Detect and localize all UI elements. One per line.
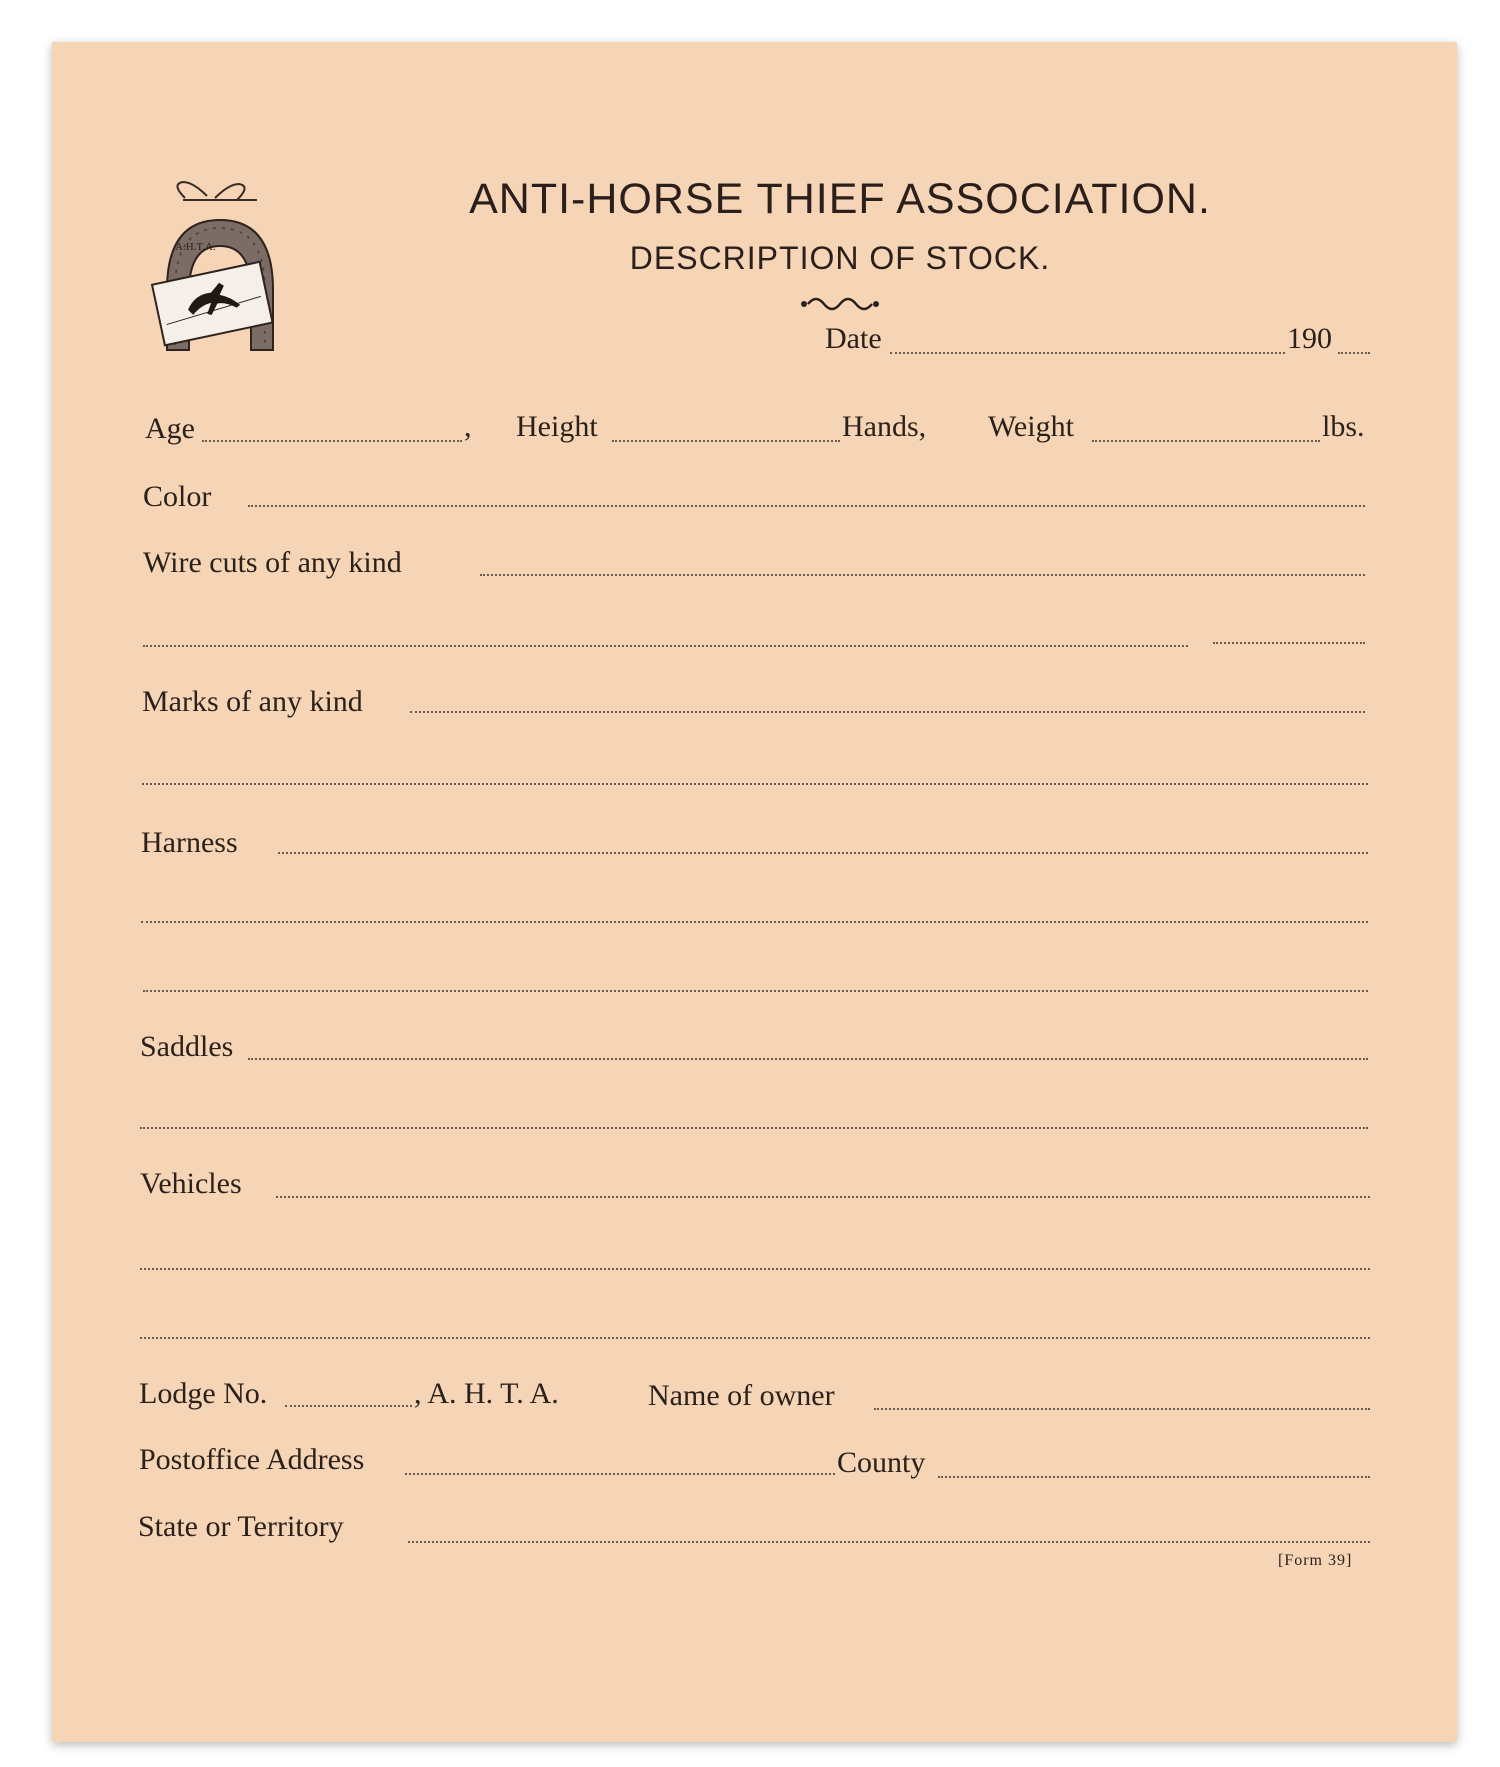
saddles-field-line-2[interactable]: [140, 1127, 1368, 1129]
height-label: Height: [516, 410, 598, 443]
vehicles-field[interactable]: [276, 1196, 1370, 1198]
vehicles-field-line-2[interactable]: [140, 1268, 1370, 1270]
county-label: County: [837, 1446, 926, 1479]
svg-text:A.H.T.A.: A.H.T.A.: [175, 241, 216, 253]
lbs-label: lbs.: [1322, 410, 1365, 443]
lodge-no-field[interactable]: [285, 1405, 412, 1407]
postoffice-address-label: Postoffice Address: [139, 1443, 365, 1476]
form-number: [Form 39]: [1278, 1552, 1353, 1569]
form-subtitle: DESCRIPTION OF STOCK.: [629, 240, 1051, 276]
wire-cuts-label: Wire cuts of any kind: [143, 546, 402, 579]
age-field[interactable]: [202, 440, 462, 442]
wire-cuts-field[interactable]: [480, 574, 1365, 576]
lodge-no-label: Lodge No.: [139, 1377, 268, 1410]
date-label: Date: [825, 322, 882, 355]
color-label: Color: [143, 480, 212, 513]
ahta-label: , A. H. T. A.: [414, 1377, 559, 1410]
name-of-owner-label: Name of owner: [648, 1379, 835, 1412]
harness-label: Harness: [141, 826, 238, 859]
saddles-label: Saddles: [140, 1030, 234, 1063]
postoffice-address-field[interactable]: [405, 1473, 835, 1475]
county-field[interactable]: [938, 1476, 1370, 1478]
date-year-prefix: 190: [1287, 322, 1332, 355]
state-or-territory-label: State or Territory: [138, 1510, 344, 1543]
harness-field[interactable]: [278, 852, 1368, 854]
harness-field-line-2[interactable]: [141, 921, 1368, 923]
date-field[interactable]: [890, 352, 1285, 354]
height-field[interactable]: [612, 440, 840, 442]
vehicles-field-line-3[interactable]: [140, 1337, 1370, 1339]
color-field[interactable]: [248, 505, 1365, 507]
age-label: Age: [145, 412, 195, 445]
vehicles-label: Vehicles: [140, 1167, 242, 1200]
name-of-owner-field[interactable]: [874, 1408, 1370, 1410]
state-or-territory-field[interactable]: [408, 1541, 1370, 1543]
form-title: ANTI-HORSE THIEF ASSOCIATION.: [469, 175, 1211, 223]
weight-field[interactable]: [1092, 440, 1320, 442]
wire-cuts-field-line-2[interactable]: [143, 645, 1188, 647]
wire-cuts-field-line-2b[interactable]: [1213, 642, 1365, 644]
marks-field[interactable]: [410, 711, 1365, 713]
flourish-ornament-icon: [798, 292, 882, 314]
hands-label: Hands,: [842, 410, 927, 443]
harness-field-line-3[interactable]: [143, 990, 1368, 992]
marks-field-line-2[interactable]: [142, 783, 1368, 785]
marks-label: Marks of any kind: [142, 685, 363, 718]
date-year-field[interactable]: [1338, 352, 1370, 354]
weight-label: Weight: [988, 410, 1074, 443]
age-comma: ,: [464, 410, 472, 443]
saddles-field[interactable]: [248, 1058, 1368, 1060]
